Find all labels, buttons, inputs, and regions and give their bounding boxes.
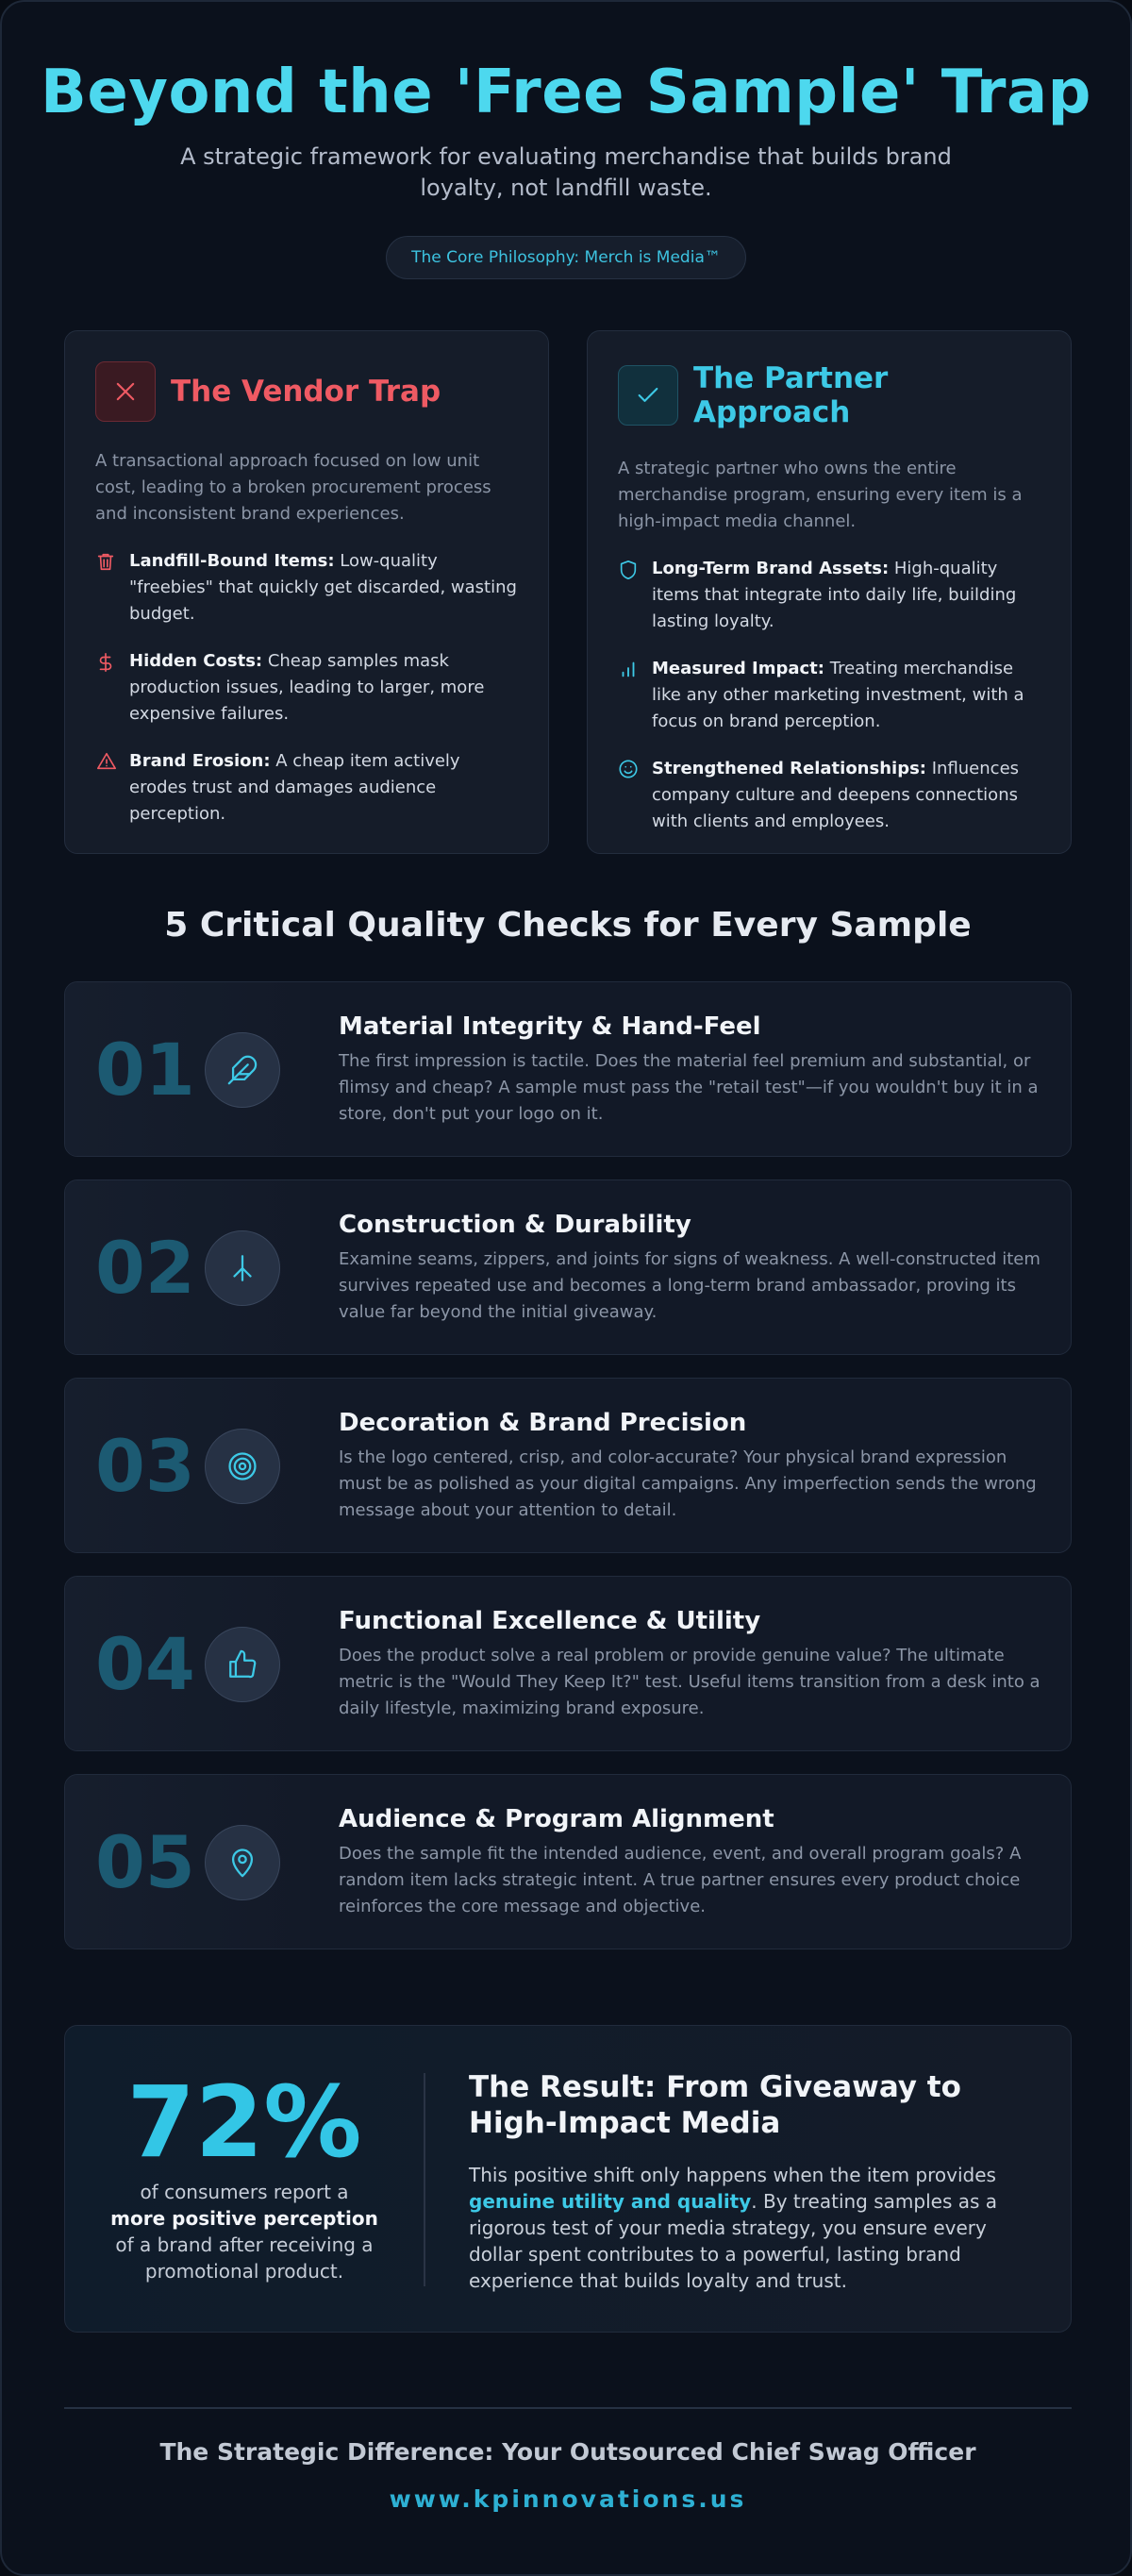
vendor-item-body: A cheap item actively erodes trust and damages audience perception. <box>129 751 460 824</box>
check-number: 01 <box>95 1028 195 1112</box>
partner-item-label: Long-Term Brand Assets: <box>652 559 890 578</box>
header <box>2 2 1130 279</box>
check-description: The first impression is tactile. Does the material feel premium and substantial, or flimsy and cheap? A sample must pass the "retail test"—if you wouldn't buy it in a store, don't put your logo on it. <box>339 1051 1039 1124</box>
thumbs-up-icon <box>205 1627 280 1702</box>
feather-icon <box>205 1032 280 1108</box>
result-title: The Result: From Giveaway to High-Impact Media <box>469 2070 961 2140</box>
vendor-trap-card <box>64 330 549 854</box>
result-body-post: . By treating samples as a rigorous test of your media strategy, you ensure every dollar spent contributes to a powerful, lasting brand experience that builds loyalty and trust. <box>469 2190 998 2292</box>
partner-card-description: A strategic partner who owns the entire merchandise program, ensuring every item is a high-impact media channel. <box>618 459 1023 531</box>
footer-title: The Strategic Difference: Your Outsourced Chief Swag Officer <box>159 2438 976 2466</box>
partner-item <box>618 756 1040 835</box>
x-icon <box>95 361 156 422</box>
check-number: 05 <box>95 1820 195 1904</box>
vendor-card-header <box>95 361 518 422</box>
stat-caption <box>65 2179 424 2284</box>
vendor-card-description: A transactional approach focused on low unit cost, leading to a broken procurement process and inconsistent brand experiences. <box>95 451 491 524</box>
check-title: Construction & Durability <box>339 1211 691 1239</box>
quality-check-card <box>64 1774 1072 1949</box>
check-description: Is the logo centered, crisp, and color-accurate? Your physical brand expression must be as polished as your digital campaigns. Any imperfection sends the wrong message about your attention to detail. <box>339 1447 1037 1520</box>
vendor-item-body: Cheap samples mask production issues, leading to larger, more expensive failures. <box>129 651 485 724</box>
shield-icon <box>618 556 641 635</box>
page-title: Beyond the 'Free Sample' Trap <box>41 58 1091 127</box>
footer-url-link[interactable]: www.kpinnovations.us <box>389 2485 747 2513</box>
page-subtitle: A strategic framework for evaluating merchandise that builds brand loyalty, not landfill waste. <box>180 143 952 201</box>
quality-check-card <box>64 1378 1072 1553</box>
result-body-highlight: genuine utility and quality <box>469 2190 752 2213</box>
vendor-item-text <box>129 548 518 627</box>
check-number: 03 <box>95 1424 195 1508</box>
vendor-item <box>95 648 518 728</box>
partner-item-text <box>652 756 1040 835</box>
partner-card-title: The Partner Approach <box>693 361 889 429</box>
check-description: Examine seams, zippers, and joints for signs of weakness. A well-constructed item survives repeated use and becomes a long-term brand ambassador, proving its value far beyond the initial giveaway. <box>339 1249 1040 1322</box>
quality-check-card <box>64 1576 1072 1751</box>
check-title: Material Integrity & Hand-Feel <box>339 1012 761 1041</box>
partner-approach-card <box>587 330 1072 854</box>
warning-icon <box>95 748 118 828</box>
target-icon <box>205 1429 280 1504</box>
result-divider <box>424 2073 425 2286</box>
result-body-pre: This positive shift only happens when the item provides <box>469 2164 996 2186</box>
map-pin-icon <box>205 1825 280 1900</box>
partner-item-body: Treating merchandise like any other marketing investment, with a focus on brand perception. <box>652 659 1024 731</box>
check-title: Decoration & Brand Precision <box>339 1409 747 1437</box>
partner-item <box>618 556 1040 635</box>
check-title: Audience & Program Alignment <box>339 1805 774 1833</box>
merge-icon <box>205 1230 280 1306</box>
philosophy-pill: The Core Philosophy: Merch is Media™ <box>386 236 746 279</box>
check-icon <box>618 365 678 426</box>
vendor-item-body: Low-quality "freebies" that quickly get discarded, wasting budget. <box>129 551 517 624</box>
stat-caption-pre: of consumers report a <box>140 2181 349 2203</box>
quality-check-card <box>64 981 1072 1157</box>
stat-number: 72% <box>126 2065 362 2180</box>
check-number: 02 <box>95 1226 195 1310</box>
vendor-card-title: The Vendor Trap <box>171 375 441 409</box>
check-description: Does the product solve a real problem or provide genuine value? The ultimate metric is the "Would They Keep It?" test. Useful items transition from a desk into a daily lifestyle, maximizing brand exposure. <box>339 1646 1040 1718</box>
partner-item-body: Influences company culture and deepens connections with clients and employees. <box>652 759 1020 831</box>
bar-chart-icon <box>618 656 641 735</box>
partner-item-body: High-quality items that integrate into daily life, building lasting loyalty. <box>652 559 1017 631</box>
dollar-icon <box>95 648 118 728</box>
smile-icon <box>618 756 641 835</box>
partner-item-text <box>652 656 1040 735</box>
vendor-item-label: Landfill-Bound Items: <box>129 551 335 571</box>
stat-caption-bold: more positive perception <box>110 2207 378 2230</box>
comparison-cards <box>64 330 1072 854</box>
check-description: Does the sample fit the intended audience, event, and overall program goals? A random item lacks strategic intent. A true partner ensures every product choice reinforces the core message and objective. <box>339 1844 1022 1916</box>
result-body <box>469 2162 1035 2294</box>
vendor-item <box>95 748 518 828</box>
quality-checks-title: 5 Critical Quality Checks for Every Sample <box>164 906 972 945</box>
footer-divider <box>64 2407 1072 2409</box>
partner-item <box>618 656 1040 735</box>
vendor-item-label: Hidden Costs: <box>129 651 263 671</box>
check-number: 04 <box>95 1622 195 1706</box>
quality-check-card <box>64 1179 1072 1355</box>
partner-item-label: Strengthened Relationships: <box>652 759 926 778</box>
result-panel <box>64 2025 1072 2333</box>
partner-card-header <box>618 361 1040 429</box>
vendor-item-label: Brand Erosion: <box>129 751 271 771</box>
stat-caption-post: of a brand after receiving a promotional product. <box>115 2233 374 2283</box>
partner-item-label: Measured Impact: <box>652 659 824 678</box>
vendor-item <box>95 548 518 627</box>
check-title: Functional Excellence & Utility <box>339 1607 761 1635</box>
vendor-item-text <box>129 648 518 728</box>
partner-item-text <box>652 556 1040 635</box>
vendor-item-text <box>129 748 518 828</box>
trash-icon <box>95 548 118 627</box>
result-text <box>469 2069 1035 2294</box>
stat-block <box>65 2067 424 2284</box>
